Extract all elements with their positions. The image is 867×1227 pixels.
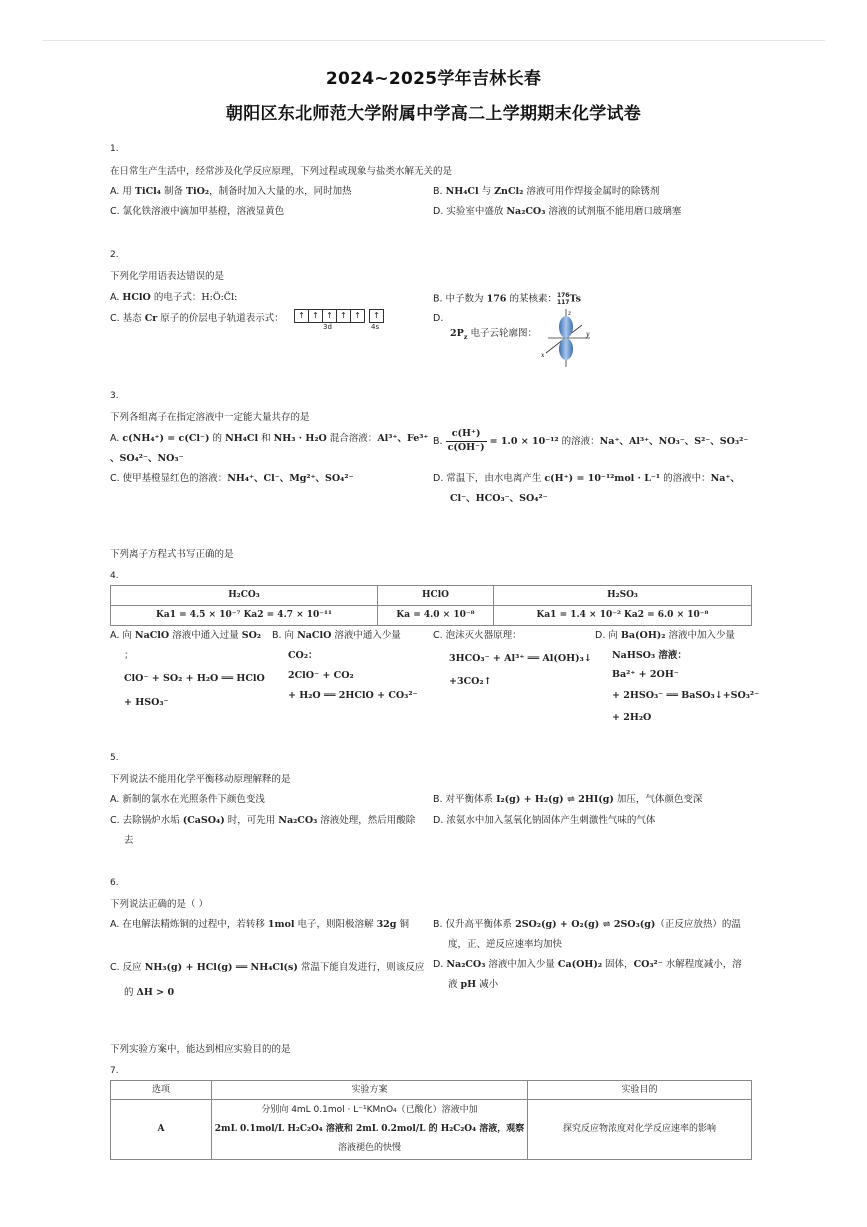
orbital-box: ↑: [294, 309, 308, 323]
experiment-table: [110, 1080, 752, 1160]
q4-option-d-line2: NaHSO₃ 溶液：: [612, 650, 687, 661]
table-cell-plan: [212, 1100, 528, 1160]
question-number-1: 1.: [110, 144, 119, 154]
axis-label-x: x: [541, 352, 545, 359]
ratio-fraction: $\frac{c(H^+)}{c(OH^-)}$: [447, 428, 485, 453]
q6-option-b: B. 仅升高平衡体系 2SO₂(g) + O₂(g) ⇌ 2SO₃(g)（正反应放热）的温: [433, 919, 741, 930]
axis-label-z: z: [568, 310, 572, 317]
q4-option-d: D. 向 Ba(OH)₂ 溶液中加入少量: [595, 630, 735, 641]
q4-option-b: B. 向 NaClO 溶液中通入少量: [272, 630, 401, 641]
q4-option-a-line2: ；: [124, 650, 134, 661]
question-number-2: 2.: [110, 250, 119, 260]
acid-constants-table: [110, 585, 752, 626]
orbital-lobe-lower: [559, 338, 573, 360]
q4-option-b-equation: 2ClO⁻ + CO₂: [288, 670, 354, 681]
q3-option-a: A. c(NH₄⁺) = c(Cl⁻) 的 NH₄Cl 和 NH₃ · H₂O 混合溶液：Al³⁺、Fe³⁺: [110, 433, 429, 444]
q5-option-a: A. 新制的氯水在光照条件下颜色变浅: [110, 794, 265, 805]
pz-orbital-image: [538, 307, 594, 369]
question-7-stem: 下列实验方案中，能达到相应实验目的的是: [110, 1044, 291, 1055]
q1-option-a: A. 用 TiCl₄ 制备 TiO₂，制备时加入大量的水，同时加热: [110, 186, 352, 197]
plan-line: 溶液褪色的快慢: [337, 1143, 401, 1153]
orbital-box: ↑: [350, 309, 365, 323]
q1-option-d: D. 实验室中盛放 Na₂CO₃ 溶液的试剂瓶不能用磨口玻璃塞: [433, 206, 682, 217]
q5-option-c-continued: 去: [124, 835, 134, 846]
q6-option-c: C. 反应 NH₃(g) + HCl(g) ══ NH₄Cl(s) 常温下能自发进行，则该反应: [110, 962, 425, 973]
q4-option-d-equation-cont: + 2HSO₃⁻ ══ BaSO₃↓+SO₃²⁻: [612, 690, 760, 701]
table-header: HClO: [378, 586, 494, 606]
q6-option-a: A. 在电解法精炼铜的过程中，若转移 1mol 电子，则阳极溶解 32g 铜: [110, 919, 409, 930]
axis-label-y: y: [586, 331, 590, 338]
question-number-7: 7.: [110, 1066, 119, 1076]
question-number-3: 3.: [110, 391, 119, 401]
q2-option-d-letter: D.: [433, 313, 444, 324]
table-cell: Ka = 4.0 × 10⁻⁸: [378, 606, 494, 626]
top-divider: [42, 40, 825, 41]
orbital-lobe-upper: [559, 316, 573, 338]
q2-option-b: B. 中子数为 176 的某核素： 176 117 Ts: [433, 292, 582, 306]
q5-option-d: D. 浓氨水中加入氢氧化钠固体产生刺激性气味的气体: [433, 815, 656, 826]
table-cell: Ka1 = 4.5 × 10⁻⁷ Ka2 = 4.7 × 10⁻¹¹: [111, 606, 378, 626]
question-4-stem: 下列离子方程式书写正确的是: [110, 549, 234, 560]
q6-option-b-continued: 度，正、逆反应速率均加快: [448, 939, 563, 950]
q3-option-c: C. 使甲基橙显红色的溶液：NH₄⁺、Cl⁻、Mg²⁺、SO₄²⁻: [110, 473, 354, 484]
q2-option-c: C. 基态 Cr 原子的价层电子轨道表示式：: [110, 313, 284, 324]
table-cell-purpose: 探究反应物浓度对化学反应速率的影响: [528, 1100, 752, 1160]
nuclide-numbers: 176 117: [556, 292, 570, 306]
q3-option-d: D. 常温下，由水电离产生 c(H⁺) = 10⁻¹²mol · L⁻¹ 的溶液中：Na⁺、: [433, 473, 740, 484]
table-header: H₂SO₃: [494, 586, 752, 606]
question-3-stem: 下列各组离子在指定溶液中一定能大量共存的是: [110, 412, 310, 423]
table-cell: Ka1 = 1.4 × 10⁻² Ka2 = 6.0 × 10⁻⁸: [494, 606, 752, 626]
question-5-stem: 下列说法不能用化学平衡移动原理解释的是: [110, 774, 291, 785]
q4-option-a-equation: ClO⁻ + SO₂ + H₂O ══ HClO: [124, 673, 265, 684]
q1-option-c: C. 氯化铁溶液中滴加甲基橙，溶液显黄色: [110, 206, 285, 217]
table-header: H₂CO₃: [111, 586, 378, 606]
q4-option-c-equation-cont: +3CO₂↑: [449, 676, 492, 687]
question-1-stem: 在日常生产生活中，经常涉及化学反应原理，下列过程或现象与盐类水解无关的是: [110, 166, 453, 177]
q4-option-c-equation: 3HCO₃⁻ + Al³⁺ ══ Al(OH)₃↓: [449, 653, 592, 664]
orbital-4s-boxes: [369, 309, 384, 323]
hclo-electron-formula: H:Ö:C̈l:: [201, 292, 238, 303]
q4-option-b-line2: CO₂：: [288, 650, 318, 661]
q2-option-d-text: $2P_z$ 电子云轮廓图：: [450, 328, 537, 341]
q4-option-d-equation-end: + 2H₂O: [612, 712, 652, 723]
table-header: 选项: [111, 1081, 212, 1100]
q5-option-c: C. 去除锅炉水垢 (CaSO₄) 时，可先用 Na₂CO₃ 溶液处理，然后用酸除: [110, 815, 416, 826]
orbital-box: ↑: [369, 309, 384, 323]
orbital-box: ↑: [322, 309, 336, 323]
orbital-3d-boxes: [294, 309, 365, 323]
question-2-stem: 下列化学用语表达错误的是: [110, 271, 225, 282]
q6-option-d-continued: 液 pH 减小: [448, 979, 499, 990]
q5-option-b: B. 对平衡体系 I₂(g) + H₂(g) ⇌ 2HI(g) 加压，气体颜色变深: [433, 794, 703, 805]
q4-option-b-equation-cont: + H₂O ══ 2HClO + CO₃²⁻: [288, 690, 418, 701]
q4-option-c: C. 泡沫灭火器原理：: [433, 630, 522, 641]
orbital-box: ↑: [336, 309, 350, 323]
plan-line: 分别向 4mL 0.1mol · L⁻¹KMnO₄（已酸化）溶液中加: [261, 1105, 478, 1115]
title-line-1: 2024~2025学年吉林长春: [325, 69, 542, 89]
question-number-4: 4.: [110, 571, 119, 581]
cr-orbital-diagram: [294, 309, 394, 337]
q4-option-d-equation: Ba²⁺ + 2OH⁻: [612, 669, 679, 680]
title-line-2: 朝阳区东北师范大学附属中学高二上学期期末化学试卷: [225, 104, 642, 124]
question-number-5: 5.: [110, 753, 119, 763]
question-number-6: 6.: [110, 878, 119, 888]
q3-option-a-continued: 、SO₄²⁻、NO₃⁻: [110, 453, 184, 464]
q1-option-b: B. NH₄Cl 与 ZnCl₂ 溶液可用作焊接金属时的除锈剂: [433, 186, 660, 197]
q3-option-d-continued: Cl⁻、HCO₃⁻、SO₄²⁻: [450, 493, 548, 504]
orbital-box: ↑: [308, 309, 322, 323]
q2-option-a: A. HClO 的电子式：H:Ö:C̈l:: [110, 292, 238, 303]
table-header: 实验方案: [212, 1081, 528, 1100]
orbital-label-4s: 4s: [371, 323, 380, 331]
q6-option-d: D. Na₂CO₃ 溶液中加入少量 Ca(OH)₂ 固体，CO₃²⁻ 水解程度减小，溶: [433, 959, 742, 970]
orbital-label-3d: 3d: [323, 323, 332, 331]
table-cell-option: A: [111, 1100, 212, 1160]
plan-line: 2mL 0.1mol/L H₂C₂O₄ 溶液和 2mL 0.2mol/L 的 H₂C₂O₄ 溶液，观察: [214, 1124, 525, 1134]
q6-option-c-continued: 的 ΔH > 0: [124, 987, 175, 998]
q4-option-a: A. 向 NaClO 溶液中通入过量 SO₂: [110, 630, 262, 641]
table-header: 实验目的: [528, 1081, 752, 1100]
q4-option-a-equation-cont: + HSO₃⁻: [124, 697, 169, 708]
q3-option-b: B. $\frac{c(H^+)}{c(OH^-)}$ = 1.0 × 10⁻¹² 的溶液：Na⁺、Al³⁺、NO₃⁻、S²⁻、SO₃²⁻: [433, 428, 749, 453]
nuclide-symbol: Ts: [569, 293, 582, 305]
question-6-stem: 下列说法正确的是（ ）: [110, 899, 209, 910]
